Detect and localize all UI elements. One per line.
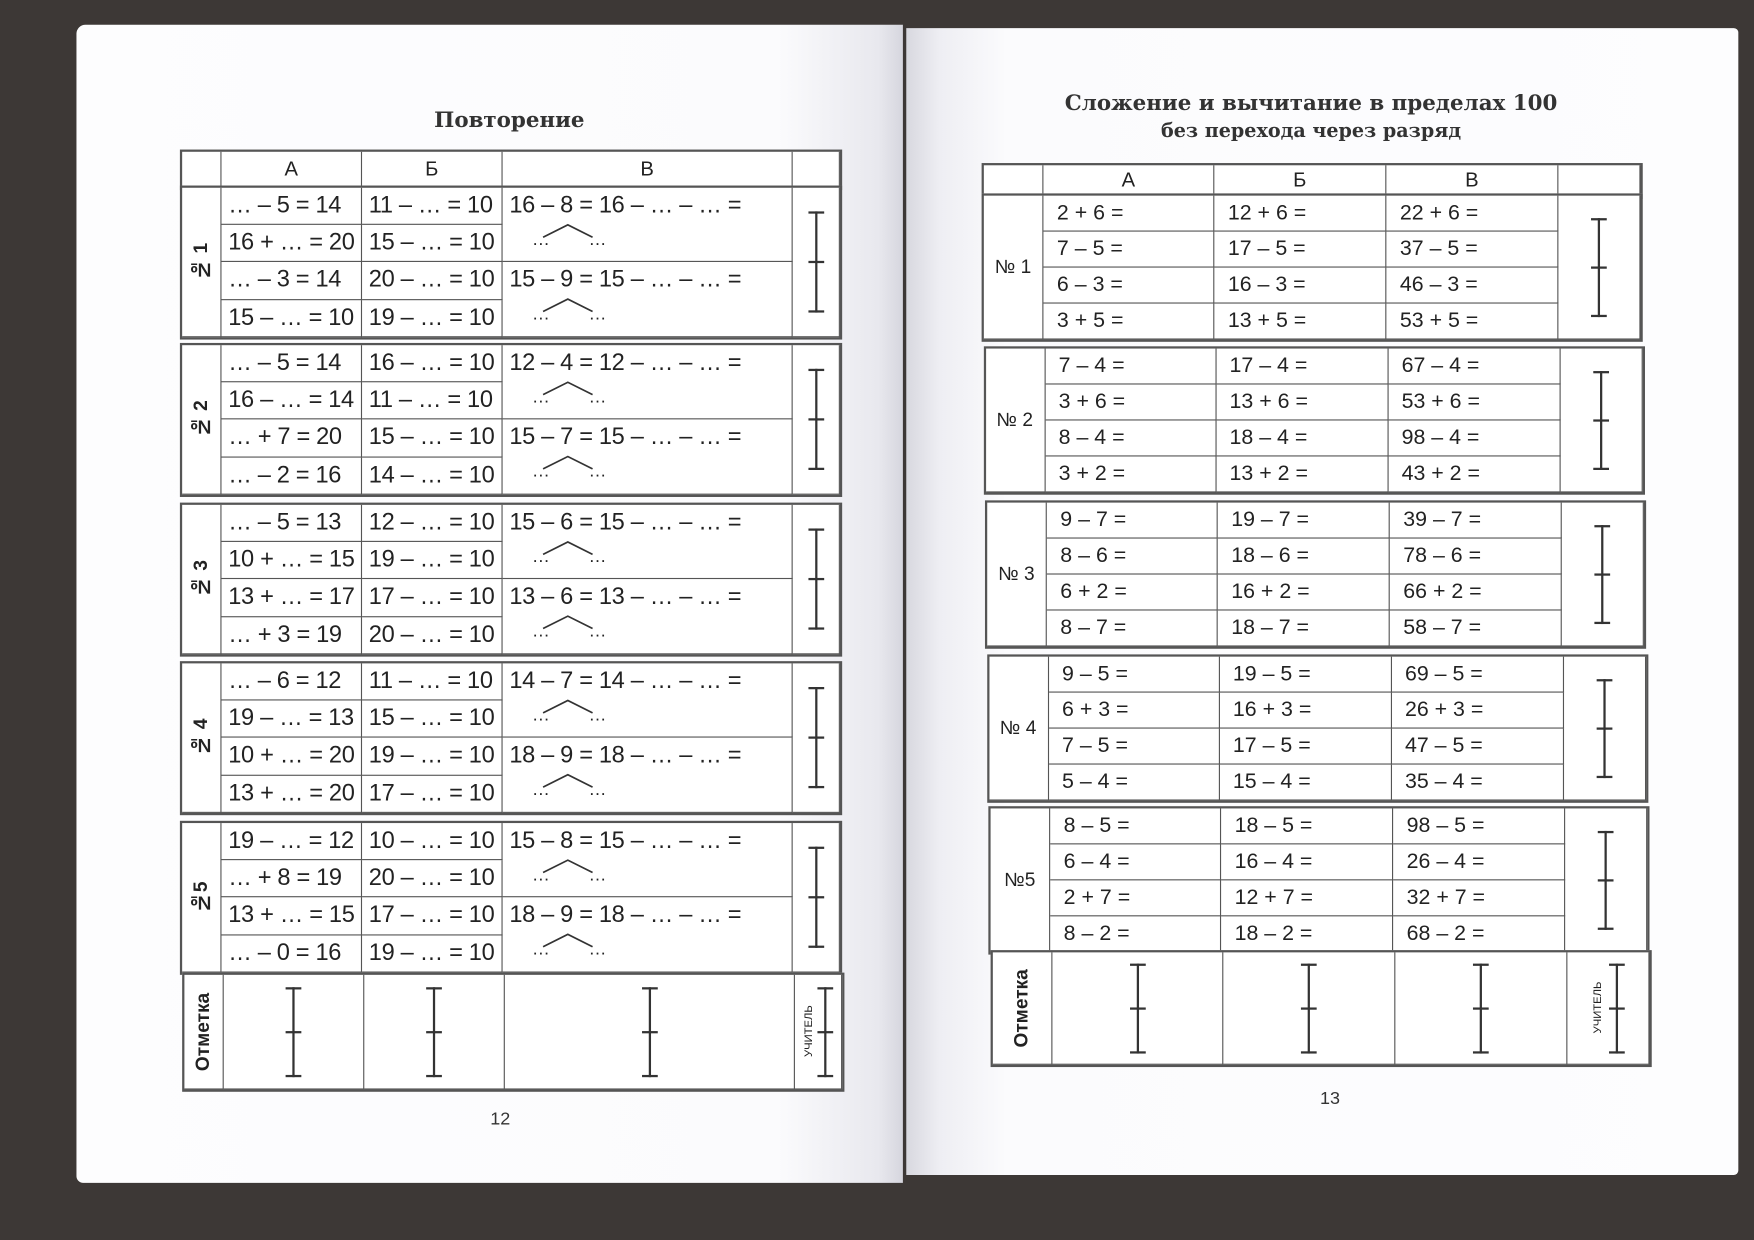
grade-mark-icon — [808, 528, 824, 629]
column-header: А — [1043, 165, 1214, 196]
grade-mark-icon — [1129, 963, 1145, 1053]
equation-b: 12 + 7 = — [1221, 880, 1393, 916]
equation-a: 5 – 4 = — [1049, 765, 1220, 801]
decomposition-task — [503, 823, 793, 898]
equation-b: 14 – … = 10 — [362, 457, 503, 494]
equation-v: 26 + 3 = — [1391, 693, 1563, 729]
teacher-label: УЧИТЕЛЬ — [802, 1005, 816, 1058]
equation-a: 6 + 3 = — [1049, 693, 1220, 729]
grade-mark-icon — [286, 987, 302, 1077]
equation-a: … – 5 = 13 — [222, 505, 363, 542]
grade-cell — [1052, 952, 1223, 1064]
branch-caret-icon — [541, 222, 597, 240]
equation-v: 78 – 6 = — [1390, 539, 1562, 575]
exercise-label: № 1 — [190, 243, 212, 281]
grade-cell — [1565, 808, 1647, 952]
decomposition-expression: 15 – 8 = 15 – … – … = — [509, 827, 742, 854]
equation-b: 18 – 5 = — [1221, 808, 1393, 844]
equation-b: 12 – … = 10 — [362, 505, 503, 542]
grade-mark-icon — [1598, 830, 1614, 929]
teacher-label: УЧИТЕЛЬ — [1591, 982, 1604, 1034]
equation-a: 16 + … = 20 — [222, 225, 363, 262]
exercise-label: №5 — [190, 881, 212, 914]
grade-cell — [793, 823, 840, 972]
decomposition-task — [503, 663, 793, 738]
table-section — [987, 654, 1648, 802]
equation-b: 17 – 5 = — [1219, 729, 1391, 765]
grade-mark-icon — [808, 687, 824, 788]
equation-a: 8 – 4 = — [1045, 421, 1216, 457]
table-section — [180, 150, 842, 190]
equation-v: 37 – 5 = — [1386, 232, 1558, 268]
equation-b: 18 – 6 = — [1218, 539, 1390, 575]
equation-b: 17 – … = 10 — [362, 898, 503, 935]
grade-cell — [1395, 952, 1567, 1064]
equation-v: 43 + 2 = — [1388, 457, 1560, 493]
equation-b: 15 – 4 = — [1219, 765, 1391, 801]
equation-b: 13 + 2 = — [1216, 457, 1388, 493]
decomposition-task — [503, 188, 793, 263]
equation-a: … + 8 = 19 — [222, 860, 363, 897]
equation-a: 9 – 7 = — [1047, 503, 1218, 539]
equation-v: 47 – 5 = — [1391, 729, 1563, 765]
decomposition-task — [503, 262, 793, 337]
decomposition-task — [503, 738, 793, 813]
equation-b: 11 – … = 10 — [362, 188, 503, 225]
equation-v: 32 + 7 = — [1393, 880, 1565, 916]
exercise-label: № 1 — [984, 196, 1044, 340]
teacher-grade-cell — [795, 975, 842, 1090]
equation-v: 35 – 4 = — [1391, 765, 1563, 801]
decomposition-blanks: … … — [531, 940, 607, 960]
column-header: Б — [1214, 165, 1386, 196]
equation-a: … – 5 = 14 — [222, 345, 363, 382]
equation-a: 8 – 2 = — [1050, 916, 1221, 952]
decomposition-blanks: … … — [531, 230, 607, 250]
grade-cell — [1558, 196, 1640, 340]
decomposition-blanks: … … — [531, 780, 607, 800]
equation-b: 13 + 5 = — [1214, 304, 1386, 340]
equation-a: 8 – 5 = — [1050, 808, 1221, 844]
grade-cell — [793, 505, 840, 654]
equation-b: 12 + 6 = — [1214, 196, 1386, 232]
right-page-number: 13 — [1320, 1089, 1341, 1109]
table-section — [180, 661, 842, 815]
equation-b: 18 – 2 = — [1221, 916, 1393, 952]
decomposition-task — [503, 579, 793, 654]
equation-b: 13 + 6 = — [1216, 385, 1388, 421]
grade-cell — [1562, 503, 1644, 647]
table-section — [991, 950, 1652, 1067]
equation-b: 19 – … = 10 — [362, 738, 503, 775]
grade-cell — [364, 975, 505, 1090]
grade-mark-icon — [817, 987, 833, 1077]
equation-a: 3 + 2 = — [1045, 457, 1216, 493]
equation-a: 10 + … = 15 — [222, 542, 363, 579]
grade-cell — [1560, 349, 1642, 493]
exercise-number — [182, 663, 221, 812]
equation-a: … – 2 = 16 — [222, 457, 363, 494]
decomposition-blanks: … … — [531, 387, 607, 408]
equation-b: 16 – 3 = — [1214, 268, 1386, 304]
exercise-label: №5 — [991, 808, 1051, 952]
decomposition-expression: 15 – 7 = 15 – … – … = — [509, 424, 742, 451]
exercise-label: № 4 — [989, 657, 1049, 801]
decomposition-blanks: … … — [531, 462, 607, 482]
equation-a: … + 3 = 19 — [222, 617, 363, 654]
equation-a: 6 – 3 = — [1043, 268, 1214, 304]
grade-mark-icon — [426, 987, 442, 1077]
equation-a: 19 – … = 13 — [222, 701, 363, 738]
exercise-number — [182, 505, 221, 654]
grade-cell — [505, 975, 795, 1090]
decomposition-task — [503, 420, 793, 495]
equation-v: 53 + 6 = — [1388, 385, 1560, 421]
equation-a: 6 + 2 = — [1047, 575, 1218, 611]
equation-a: 16 – … = 14 — [222, 383, 363, 420]
equation-a: 2 + 7 = — [1050, 880, 1221, 916]
equation-a: … – 3 = 14 — [222, 262, 363, 299]
branch-caret-icon — [541, 379, 597, 397]
decomposition-task — [503, 898, 793, 973]
equation-b: 15 – … = 10 — [362, 225, 503, 262]
equation-b: 20 – … = 10 — [362, 860, 503, 897]
branch-caret-icon — [541, 454, 597, 472]
decomposition-expression: 14 – 7 = 14 – … – … = — [509, 667, 742, 694]
grade-mark-icon — [1594, 525, 1610, 624]
equation-a: 13 + … = 20 — [222, 775, 363, 812]
equation-b: 17 – … = 10 — [362, 579, 503, 616]
equation-b: 19 – 5 = — [1219, 657, 1391, 693]
left-page-title: Повторение — [434, 107, 585, 133]
equation-a: 8 – 7 = — [1047, 611, 1218, 647]
decomposition-expression: 16 – 8 = 16 – … – … = — [509, 192, 742, 219]
decomposition-blanks: … … — [531, 305, 607, 325]
exercise-number — [182, 188, 221, 337]
branch-caret-icon — [541, 857, 597, 875]
exercise-number — [182, 345, 221, 494]
equation-a: 7 – 4 = — [1045, 349, 1216, 385]
grade-cell — [793, 188, 840, 337]
header-empty — [1558, 165, 1640, 196]
header-empty — [984, 165, 1044, 196]
grade-mark-icon — [1596, 679, 1612, 778]
equation-a: 10 + … = 20 — [222, 738, 363, 775]
decomposition-expression: 15 – 9 = 15 – … – … = — [509, 266, 742, 293]
equation-v: 58 – 7 = — [1390, 611, 1562, 647]
equation-a: 2 + 6 = — [1043, 196, 1214, 232]
exercise-label: № 4 — [190, 718, 212, 757]
grade-cell — [1563, 657, 1645, 801]
equation-a: 8 – 6 = — [1047, 539, 1218, 575]
decomposition-expression: 13 – 6 = 13 – … – … = — [509, 583, 742, 610]
grade-cell — [793, 663, 840, 812]
grade-row-label — [993, 952, 1053, 1064]
branch-caret-icon — [541, 931, 597, 949]
equation-b: 15 – … = 10 — [362, 420, 503, 457]
grade-mark-icon — [1593, 370, 1609, 469]
equation-a: … + 7 = 20 — [222, 420, 363, 457]
exercise-number — [182, 823, 221, 972]
decomposition-blanks: … … — [531, 547, 607, 567]
equation-b: 10 – … = 10 — [362, 823, 503, 860]
equation-b: 19 – … = 10 — [362, 300, 503, 337]
equation-b: 16 + 3 = — [1219, 693, 1391, 729]
equation-v: 22 + 6 = — [1386, 196, 1558, 232]
equation-b: 17 – 5 = — [1214, 232, 1386, 268]
equation-a: … – 0 = 16 — [222, 935, 363, 972]
equation-a: 15 – … = 10 — [222, 300, 363, 337]
header-empty — [182, 152, 221, 188]
branch-caret-icon — [541, 613, 597, 631]
table-section — [985, 500, 1646, 648]
table-section — [180, 343, 842, 497]
table-section — [180, 186, 842, 340]
equation-a: 6 – 4 = — [1050, 844, 1221, 880]
equation-v: 26 – 4 = — [1393, 844, 1565, 880]
equation-v: 98 – 5 = — [1393, 808, 1565, 844]
equation-v: 68 – 2 = — [1393, 916, 1565, 952]
grade-label: Отметка — [1010, 968, 1033, 1048]
equation-v: 69 – 5 = — [1391, 657, 1563, 693]
grade-mark-icon — [808, 847, 824, 948]
column-header: В — [503, 152, 793, 188]
equation-v: 67 – 4 = — [1388, 349, 1560, 385]
table-section — [182, 973, 844, 1092]
table-section — [180, 821, 842, 975]
equation-b: 16 + 2 = — [1218, 575, 1390, 611]
teacher-grade-cell — [1567, 952, 1649, 1064]
column-header: В — [1386, 165, 1558, 196]
equation-b: 19 – … = 10 — [362, 542, 503, 579]
equation-a: … – 5 = 14 — [222, 188, 363, 225]
decomposition-expression: 18 – 9 = 18 – … – … = — [509, 742, 742, 769]
right-page-title-line1: Сложение и вычитание в пределах 100 — [1064, 91, 1558, 116]
decomposition-blanks: … … — [531, 865, 607, 885]
grade-cell — [1223, 952, 1395, 1064]
branch-caret-icon — [541, 539, 597, 557]
grade-cell — [793, 345, 840, 494]
equation-b: 17 – 4 = — [1216, 349, 1388, 385]
exercise-label: № 2 — [190, 400, 212, 438]
decomposition-expression: 15 – 6 = 15 – … – … = — [509, 509, 742, 536]
grade-mark-icon — [808, 369, 824, 470]
branch-caret-icon — [541, 772, 597, 790]
equation-v: 66 + 2 = — [1390, 575, 1562, 611]
equation-a: … – 6 = 12 — [222, 663, 363, 700]
table-section — [180, 503, 842, 657]
table-section — [983, 346, 1644, 494]
grade-mark-icon — [1591, 218, 1607, 317]
equation-a: 3 + 5 = — [1043, 304, 1214, 340]
equation-a: 7 – 5 = — [1049, 729, 1220, 765]
grade-mark-icon — [1608, 963, 1624, 1053]
equation-a: 3 + 6 = — [1045, 385, 1216, 421]
equation-a: 7 – 5 = — [1043, 232, 1214, 268]
grade-mark-icon — [641, 987, 657, 1077]
decomposition-expression: 12 – 4 = 12 – … – … = — [509, 349, 742, 376]
equation-v: 46 – 3 = — [1386, 268, 1558, 304]
equation-b: 17 – … = 10 — [362, 775, 503, 812]
exercise-label: № 3 — [987, 503, 1047, 647]
branch-caret-icon — [541, 296, 597, 314]
equation-b: 18 – 7 = — [1218, 611, 1390, 647]
grade-mark-icon — [808, 211, 824, 312]
decomposition-expression: 18 – 9 = 18 – … – … = — [509, 902, 742, 929]
equation-b: 16 – … = 10 — [362, 345, 503, 382]
left-page-number: 12 — [490, 1109, 511, 1129]
equation-a: 19 – … = 12 — [222, 823, 363, 860]
equation-b: 11 – … = 10 — [362, 383, 503, 420]
equation-v: 98 – 4 = — [1388, 421, 1560, 457]
decomposition-blanks: … … — [531, 706, 607, 726]
column-header: Б — [362, 152, 503, 188]
equation-a: 13 + … = 17 — [222, 579, 363, 616]
equation-b: 18 – 4 = — [1216, 421, 1388, 457]
grade-row-label — [184, 975, 223, 1090]
column-header: А — [222, 152, 363, 188]
grade-mark-icon — [1301, 963, 1317, 1053]
branch-caret-icon — [541, 697, 597, 715]
exercise-label: № 2 — [986, 349, 1046, 493]
equation-v: 39 – 7 = — [1390, 503, 1562, 539]
equation-b: 20 – … = 10 — [362, 617, 503, 654]
equation-a: 13 + … = 15 — [222, 898, 363, 935]
table-section — [988, 806, 1649, 954]
equation-b: 11 – … = 10 — [362, 663, 503, 700]
decomposition-task — [503, 345, 793, 420]
equation-b: 19 – 7 = — [1218, 503, 1390, 539]
equation-a: 9 – 5 = — [1049, 657, 1220, 693]
grade-mark-icon — [1473, 963, 1489, 1053]
exercise-label: № 3 — [190, 560, 212, 598]
grade-label: Отметка — [192, 992, 214, 1071]
equation-v: 53 + 5 = — [1386, 304, 1558, 340]
right-page-title-line2: без перехода через разряд — [1160, 120, 1462, 143]
header-empty — [793, 152, 840, 188]
equation-b: 20 – … = 10 — [362, 262, 503, 299]
grade-cell — [224, 975, 365, 1090]
equation-b: 15 – … = 10 — [362, 701, 503, 738]
table-section — [982, 193, 1643, 341]
equation-b: 16 – 4 = — [1221, 844, 1393, 880]
decomposition-task — [503, 505, 793, 580]
decomposition-blanks: … … — [531, 622, 607, 642]
equation-b: 19 – … = 10 — [362, 935, 503, 972]
